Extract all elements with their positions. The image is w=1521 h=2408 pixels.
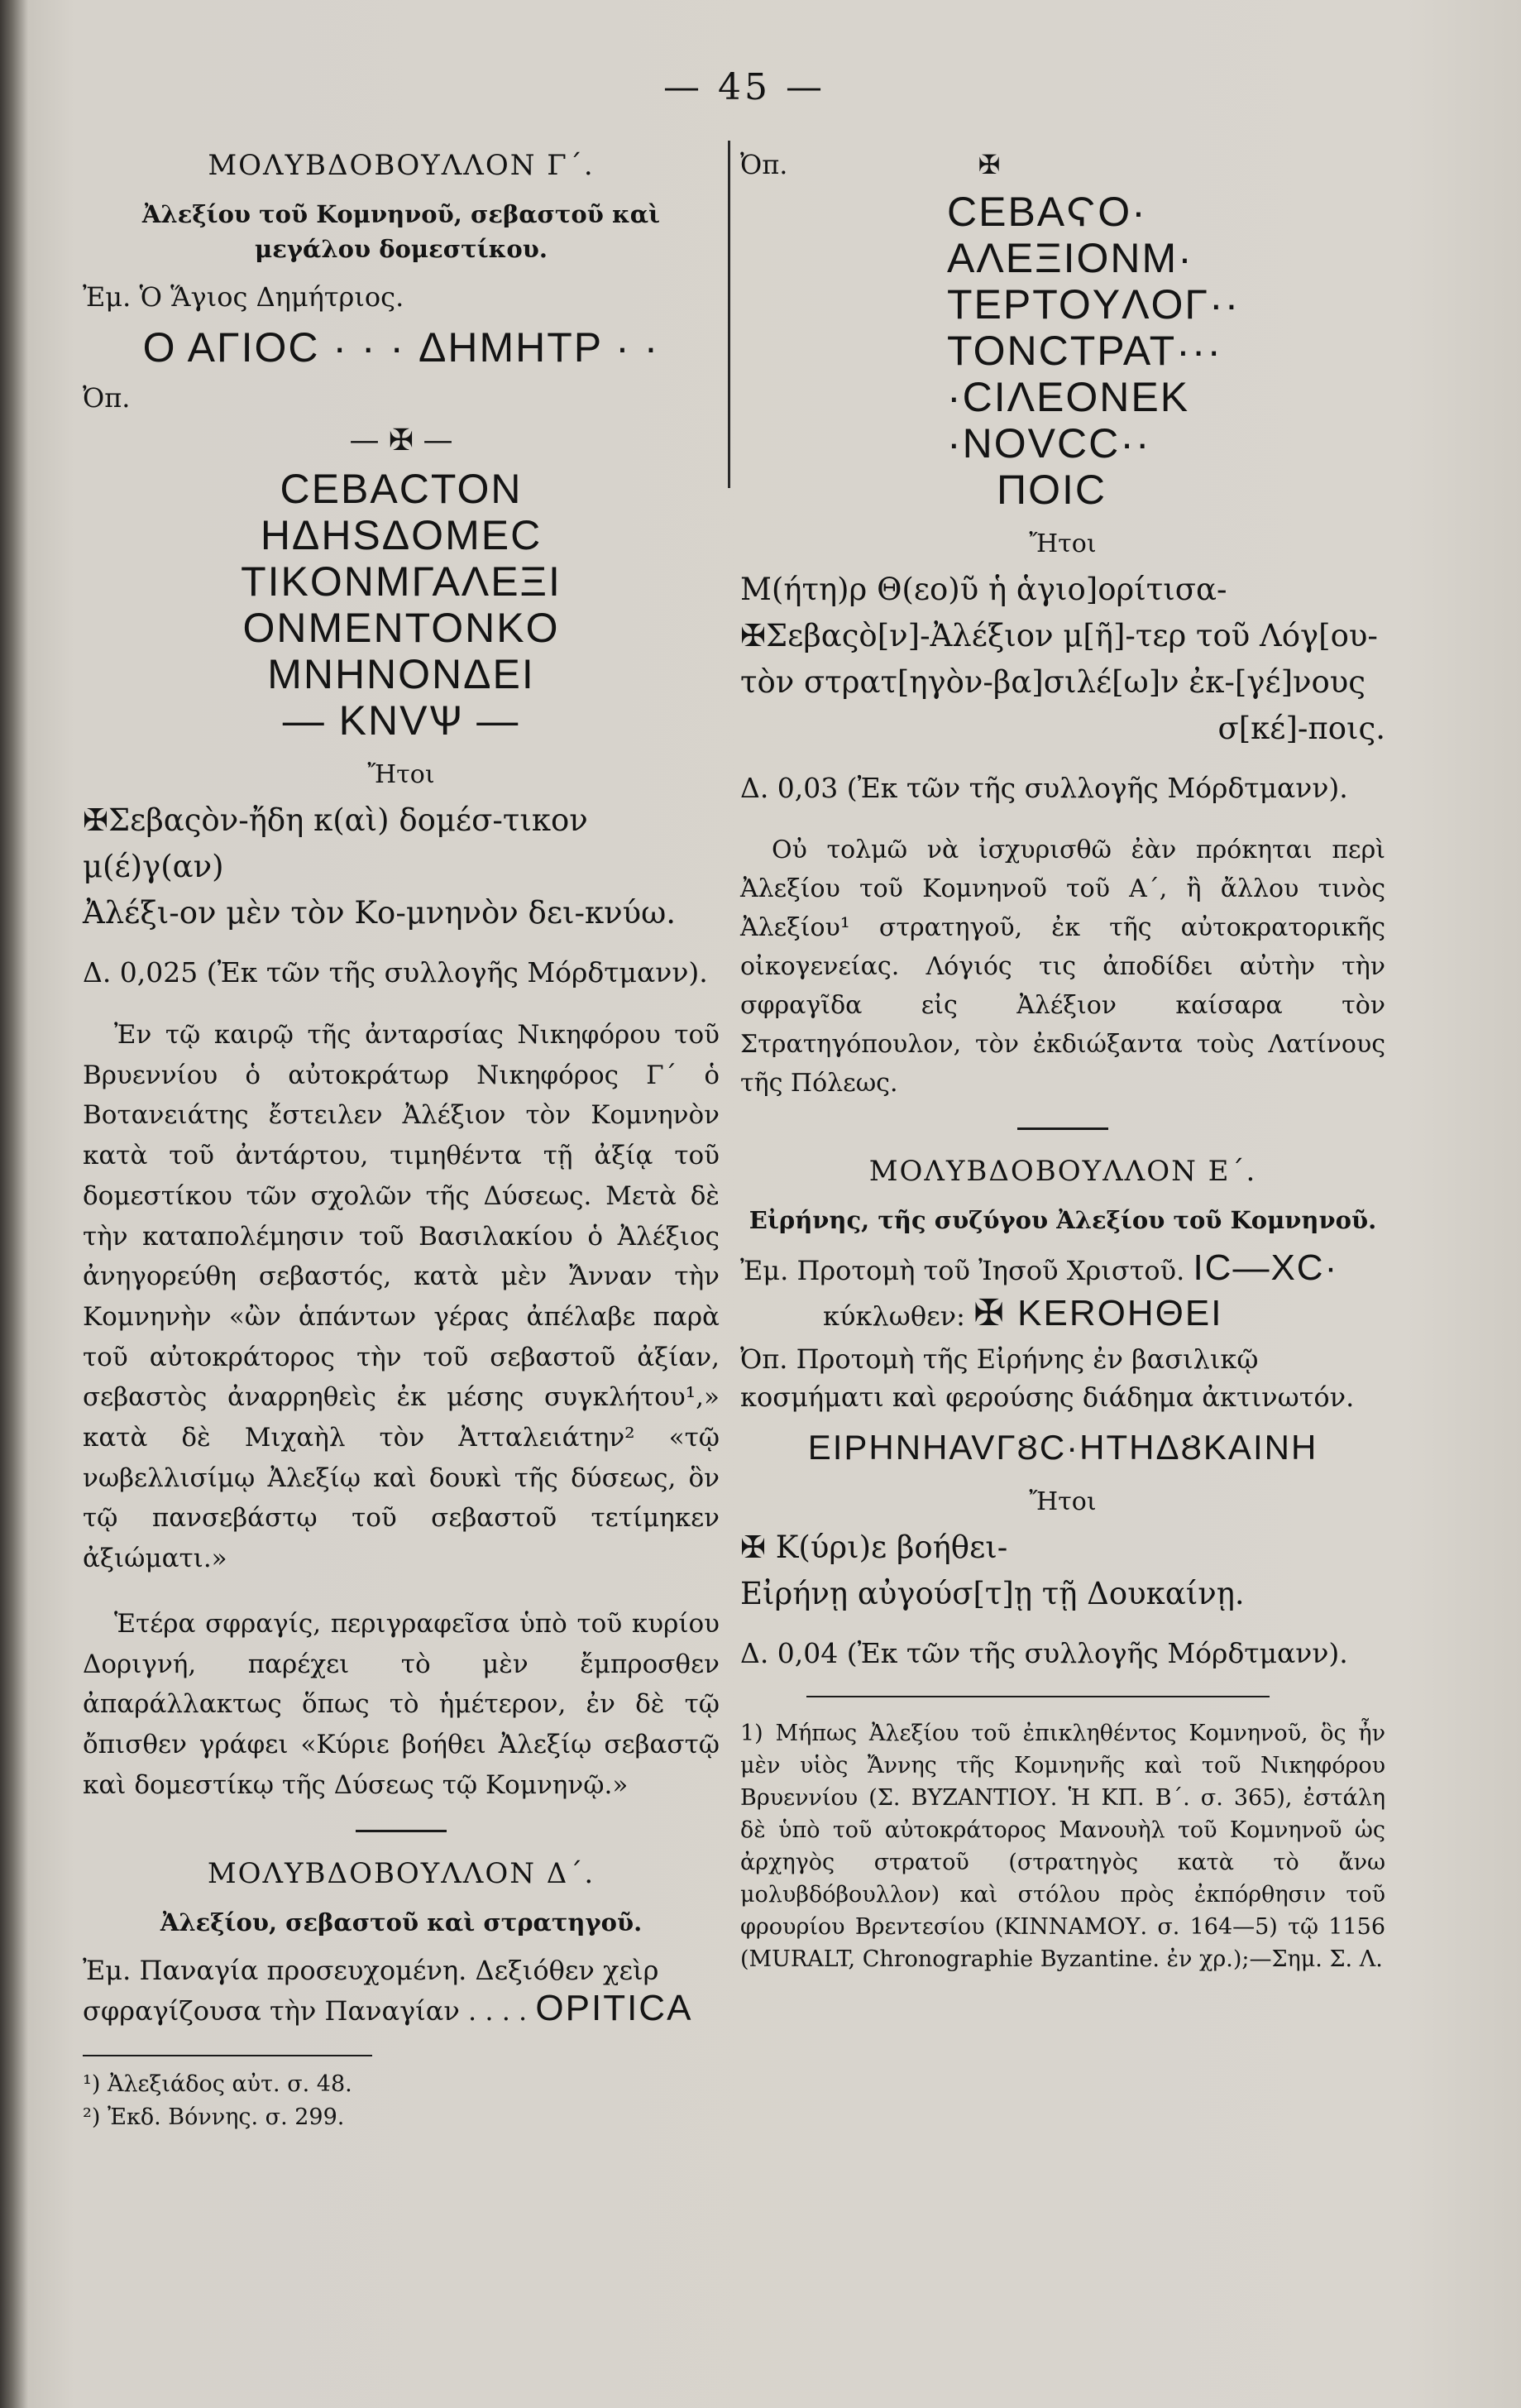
obverse-label: Ἐμ. <box>83 1955 132 1987</box>
reverse-label: Ὀπ. <box>740 149 788 180</box>
reverse-label: Ὀπ. <box>83 382 131 414</box>
seal-e-reverse <box>740 1340 1385 1416</box>
legend-line: ONMENTONKO <box>242 605 560 651</box>
transcription-line: ✠ Κ(ύρι)ε βοήθει- <box>740 1530 1008 1565</box>
legend-line: CEBACTON <box>280 466 523 512</box>
footnote-rule <box>806 1696 1270 1697</box>
page-number: — 45 — <box>663 66 825 108</box>
obverse-text: Προτομὴ τοῦ Ἰησοῦ Χριστοῦ. <box>796 1255 1185 1286</box>
legend-line: — KNVѰ — <box>282 697 520 744</box>
transcription-line: ✠Σεβαςὸ[ν]-Ἀλέξιον μ[ῆ]-τερ τοῦ Λόγ[ου- <box>740 618 1378 653</box>
seal-d-reverse-legend <box>740 189 1385 513</box>
obverse-label: Ἐμ. <box>83 281 132 313</box>
seal-d-reference: Δ. 0,03 (Ἐκ τῶν τῆς συλλογῆς Μόρδτμανν). <box>740 772 1348 804</box>
reverse-label: Ὀπ. <box>740 1343 788 1375</box>
seal-e-reference: Δ. 0,04 (Ἐκ τῶν τῆς συλλογῆς Μόρδτμανν). <box>740 1637 1348 1669</box>
section-rule <box>356 1830 447 1832</box>
seal-e-etoi: Ἤτοι <box>1029 1487 1097 1516</box>
legend-line: MNHNONΔEI <box>267 651 535 697</box>
seal-e-heading: ΜΟΛΥΒΔΟΒΟΥΛΛΟΝ Ε΄. <box>868 1155 1257 1188</box>
seal-e-obverse <box>740 1249 1385 1290</box>
footnote-1: ¹) Ἀλεξιάδος αὐτ. σ. 48. <box>83 2071 352 2098</box>
legend-line: ·CIΛEONEK <box>947 374 1190 420</box>
seal-g-reverse-legend <box>83 466 720 744</box>
legend-line: HΔHSΔOMEC <box>260 512 543 558</box>
seal-g-subheading: Ἀλεξίου τοῦ Κομνηνοῦ, σεβαστοῦ καὶ μεγάλου δομεστίκου. <box>141 200 661 263</box>
obverse-text: Παναγία προσευχομένη. Δεξιόθεν χεὶρ σφραγίζουσα τὴν Παναγίαν . . . . <box>83 1955 659 2027</box>
seal-g-heading: ΜΟΛΥΒΔΟΒΟΥΛΛΟΝ Γ΄. <box>208 149 595 182</box>
seal-g-etoi: Ἤτοι <box>367 760 435 789</box>
section-rule <box>1017 1127 1108 1130</box>
seal-e-reverse-legend: EIPHNHAVΓȢC·HTHΔȢKAINH <box>807 1428 1318 1467</box>
transcription-line: Εἰρήνῃ αὐγούσ[τ]ῃ τῇ Δουκαίνῃ. <box>740 1576 1245 1611</box>
left-column <box>83 141 720 2136</box>
legend-line: ΠOIC <box>997 467 1107 513</box>
seal-g-reference: Δ. 0,025 (Ἐκ τῶν τῆς συλλογῆς Μόρδτμανν). <box>83 956 708 989</box>
cross-icon: ✠ <box>978 149 1001 180</box>
circle-legend: ✠ KEROHΘEI <box>973 1293 1223 1333</box>
seal-g-paragraph-1: Ἐν τῷ καιρῷ τῆς ἀνταρσίας Νικηφόρου τοῦ Βρυεννίου ὁ αὐτοκράτωρ Νικηφόρος Γ΄ ὁ Βοτανειάτης ἔστειλεν Ἀλέξιον τὸν Κομνηνὸν κατὰ τοῦ ἀντάρτου, τιμηθέντα τῇ ἀξίᾳ τοῦ δομεστίκου τῶν σχολῶν τῆς Δύσεως. Μετὰ δὲ τὴν καταπολέμησιν τοῦ Βασιλακίου ὁ Ἀλέξιος ἀνηγορεύθη σεβαστός, κατὰ μὲν Ἄνναν τὴν Κομνηνὴν «ὢν ἁπάντων γέρας ἀπέλαβε παρὰ τοῦ αὐτοκράτορος τὴν τοῦ σεβαστοῦ ἀξίαν, σεβαστὸς ἀναρρηθεὶς ἐκ μέσης συγκλήτου¹,» κατὰ δὲ Μιχαὴλ τὸν Ἀτταλειάτην² «τῷ νωβελλισίμῳ Ἀλεξίῳ καὶ δουκὶ τῆς δύσεως, ὃν τῷ πανσεβάστῳ τοῦ σεβαστοῦ τετίμηκεν ἀξιώματι.» <box>83 1020 720 1574</box>
footnote-rule <box>83 2055 372 2056</box>
seal-d-transcription <box>740 567 1385 752</box>
legend-line: ·NOVCC·· <box>947 420 1151 467</box>
footnote-2: ²) Ἐκδ. Βόννης. σ. 299. <box>83 2104 345 2131</box>
seal-d-etoi: Ἤτοι <box>1029 529 1097 558</box>
seal-g-obverse <box>83 278 720 316</box>
seal-e-subheading: Εἰρήνης, τῆς συζύγου Ἀλεξίου τοῦ Κομνηνοῦ. <box>749 1206 1377 1234</box>
seal-g-transcription <box>83 797 720 936</box>
right-column <box>740 141 1385 1975</box>
seal-d-reverse <box>740 146 1385 184</box>
obverse-label: Ἐμ. <box>740 1255 789 1286</box>
legend-line: CEBAϚO· <box>947 189 1147 235</box>
reverse-text: Προτομὴ τῆς Εἰρήνης ἐν βασιλικῷ κοσμήματι καὶ φερούσης διάδημα ἀκτινωτόν. <box>740 1343 1355 1413</box>
seal-d-paragraph: Οὐ τολμῶ νὰ ἰσχυρισθῶ ἐὰν πρόκηται περὶ Ἀλεξίου τοῦ Κομνηνοῦ τοῦ Α΄, ἢ ἄλλου τινὸς Ἀλεξίου¹ στρατηγοῦ, ἐκ τῆς αὐτοκρατορικῆς οἰκογενείας. Λόγιός τις ἀποδίδει αὐτὴν τὴν σφραγῖδα εἰς Ἀλέξιον καίσαρα τὸν Στρατηγόπουλον, τὸν ἐκδιώξαντα τοὺς Λατίνους τῆς Πόλεως. <box>740 835 1385 1098</box>
seal-d-heading: ΜΟΛΥΒΔΟΒΟΥΛΛΟΝ Δ΄. <box>207 1857 595 1891</box>
seal-g-reverse-mark: — ✠ — <box>349 424 453 457</box>
seal-d-subheading: Ἀλεξίου, σεβαστοῦ καὶ στρατηγοῦ. <box>160 1908 643 1937</box>
circle-text: κύκλωθεν: <box>823 1300 965 1332</box>
transcription-line: Μ(ήτη)ρ Θ(εο)ῦ ἡ ἁγιο]ορίτισα- <box>740 572 1227 607</box>
legend-line: TONCTPAT··· <box>947 328 1223 374</box>
seal-e-transcription <box>740 1525 1385 1617</box>
seal-g-obverse-legend: Ο ΑΓΙΟC · · · ΔΗΜΗΤΡ · · <box>142 324 660 371</box>
transcription-line: Ἀλέξι-ον μὲν τὸν Κο-μνηνὸν δει-κνύω. <box>83 895 677 931</box>
column-divider <box>728 141 730 488</box>
obverse-legend: OPITICA <box>535 1988 693 2029</box>
transcription-line: σ[κέ]-ποις. <box>1217 711 1385 746</box>
seal-g-reverse <box>83 379 720 417</box>
footnote-right: 1) Μήπως Ἀλεξίου τοῦ ἐπικληθέντος Κομνηνοῦ, ὃς ἦν μὲν υἱὸς Ἄννης τῆς Κομνηνῆς καὶ τοῦ Νικηφόρου Βρυεννίου (Σ. ΒΥΖΑΝΤΙΟΥ. Ἡ ΚΠ. Β΄. σ. 365), ἐστάλη δὲ ὑπὸ τοῦ αὐτοκράτορος Μανουὴλ τοῦ Κομνηνοῦ ὡς ἀρχηγὸς στρατοῦ (στρατηγὸς κατὰ τὸ ἄνω μολυβδόβουλλον) καὶ στόλου πρὸς ἐκπόρθησιν τοῦ φρουρίου Βρεντεσίου (ΚΙΝΝΑΜΟΥ. σ. 164—5) τῷ 1156 (MURALT, Chronographie Byzantine. ἐν χρ.);—Σημ. Σ. Λ. <box>740 1721 1385 1972</box>
obverse-legend: IC—XC· <box>1193 1247 1339 1288</box>
seal-d-obverse <box>83 1951 720 2030</box>
legend-line: TIKONMΓΑΛΕΞΙ <box>241 558 562 605</box>
transcription-line: ✠Σεβαςὸν-ἤδη κ(αὶ) δομέσ-τικον μ(έ)γ(αν) <box>83 802 588 884</box>
obverse-text: Ὁ Ἅγιος Δημήτριος. <box>139 281 404 313</box>
seal-e-circle <box>740 1295 1385 1335</box>
seal-g-paragraph-2: Ἑτέρα σφραγίς, περιγραφεῖσα ὑπὸ τοῦ κυρίου Δοριγνή, παρέχει τὸ μὲν ἔμπροσθεν ἀπαράλλακτως ὅπως τὸ ἡμέτερον, ἐν δὲ τῷ ὄπισθεν γράφει «Κύριε βοήθει Ἀλεξίῳ σεβαστῷ καὶ δομεστίκῳ τῆς Δύσεως τῷ Κομνηνῷ.» <box>83 1608 720 1800</box>
legend-line: TEPTOYΛOΓ·· <box>947 281 1241 328</box>
legend-line: ΑΛΕΞΙΟΝΜ· <box>947 235 1193 281</box>
transcription-line: τὸν στρατ[ηγὸν-βα]σιλέ[ω]ν ἐκ-[γέ]νους <box>740 664 1366 700</box>
